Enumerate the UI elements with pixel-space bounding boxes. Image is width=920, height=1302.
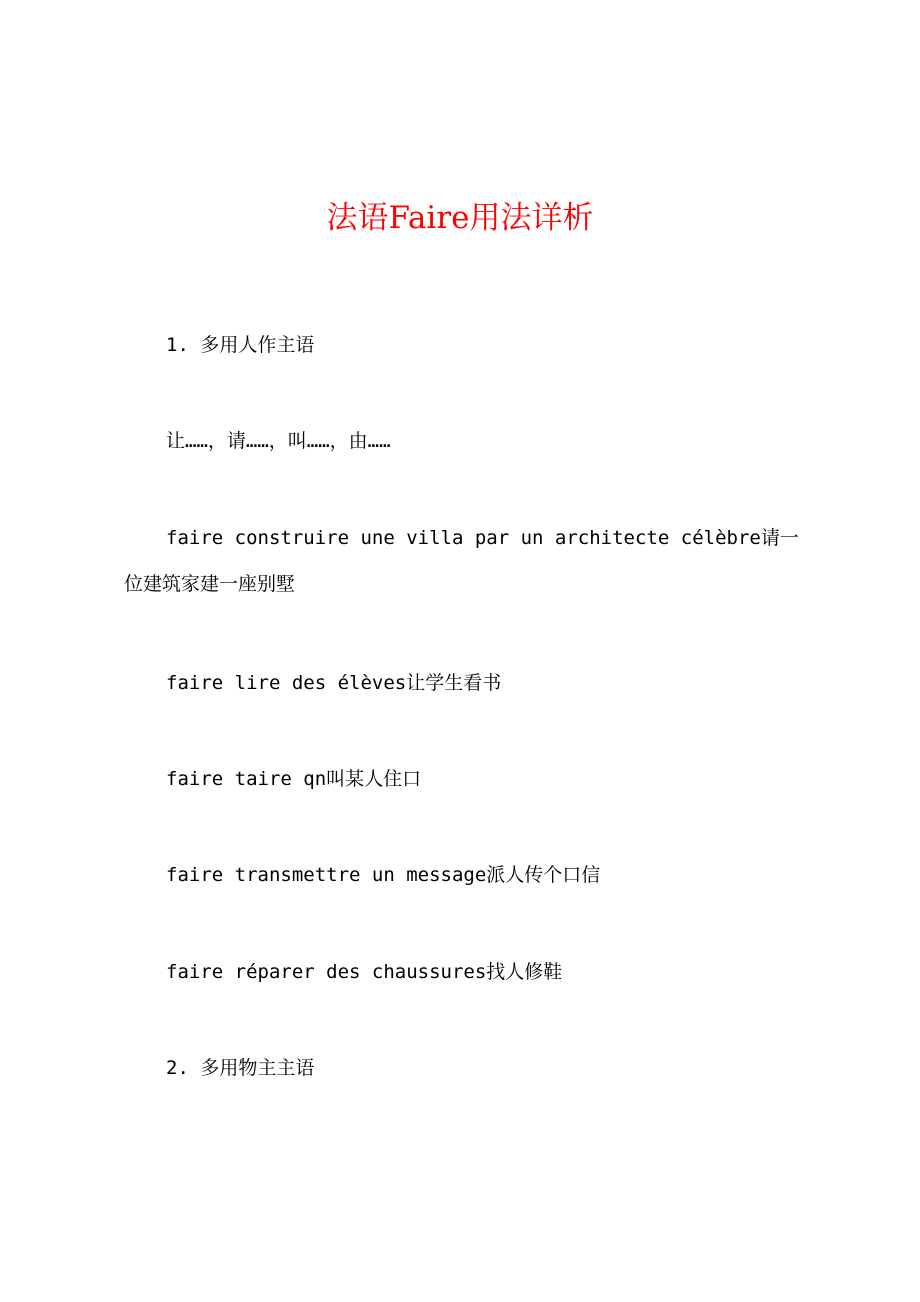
example-sentence: faire taire qn叫某人住口 bbox=[166, 768, 422, 790]
example-sentence: faire lire des élèves让学生看书 bbox=[166, 672, 502, 694]
example-sentence: faire transmettre un message派人传个口信 bbox=[166, 864, 601, 886]
section-heading-1: 1. 多用人作主语 bbox=[166, 334, 315, 356]
example-sentence: faire réparer des chaussures找人修鞋 bbox=[166, 961, 563, 983]
example-sentence: faire construire une villa par un architecte célèbre请一位建筑家建一座别墅 bbox=[124, 527, 799, 595]
document-title: 法语Faire用法详析 bbox=[326, 200, 594, 236]
section-heading-2: 2. 多用物主主语 bbox=[166, 1057, 315, 1079]
paragraph-meanings: 让……，请……，叫……，由…… bbox=[166, 430, 391, 452]
